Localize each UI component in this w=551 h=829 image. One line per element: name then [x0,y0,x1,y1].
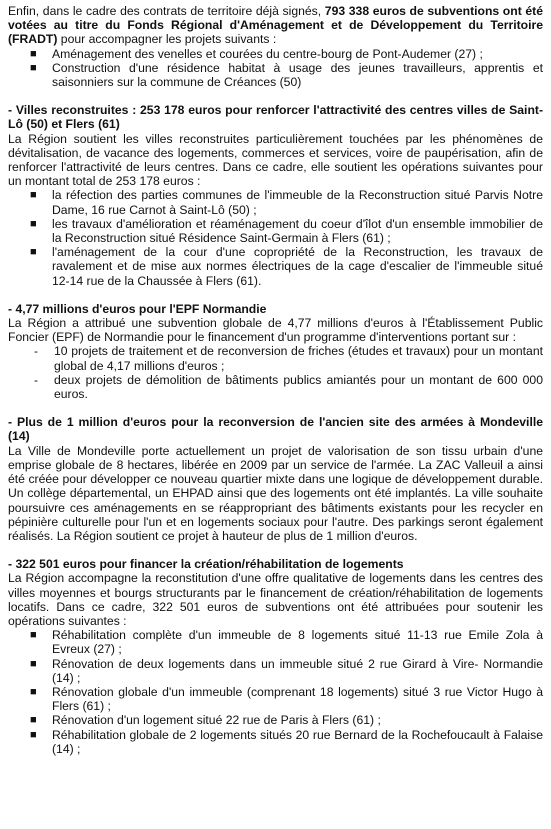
section-villes-reconstruites [8,103,543,288]
section-body: La Région soutient les villes reconstruites particulièrement touchées par les phénomènes de dévitalisation, de vacance des logements, commerces et services, voire de paupérisation, afin de renforcer l'attractivité de leurs centres. Dans ce cadre, elle soutient les opérations suivantes pour un montant total de 253 178 euros : [8,131,543,189]
list-item-text: 10 projets de traitement et de reconversion de friches (études et travaux) pour un montant global de 4,17 millions d'euros ; [54,344,543,373]
list-item-text: Rénovation globale d'un immeuble (comprenant 18 logements) situé 3 rue Victor Hugo à Flers (61) ; [52,684,543,714]
section-list [8,344,543,401]
list-item [8,47,543,61]
list-item [8,245,543,288]
square-bullet-icon: ■ [30,217,37,230]
section-body: La Région a attribué une subvention globale de 4,77 millions d'euros à l'Établissement Public Foncier (EPF) de Normandie pour le financement d'un programme d'interventions portant sur : [8,316,543,345]
list-item [8,61,543,89]
intro-text-c: pour accompagner les projets suivants : [57,32,277,47]
section-body: La Ville de Mondeville porte actuellement un projet de valorisation de son tissu urbain d'une emprise globale de 8 hectares, libérée en 2009 par un service de l'armée. La ZAC Valleuil a ainsi été créée pour développer ce nouveau quartier mixte dans une logique de développement durable. Un collège départemental, un EHPAD ainsi que des logements ont été implantés. La ville souhaite poursuivre ces aménagements en se réappropriant des bâtiments existants pour les recycler en pépinière culturelle pour l'un et en logements sociaux pour l'autre. Des parkings seront également réalisés. La Région soutient ce projet à hauteur de plus de 1 million d'euros. [8,443,543,543]
list-item-text: Rénovation d'un logement situé 22 rue de Paris à Flers (61) ; [52,713,381,728]
section-body: La Région accompagne la reconstitution d'une offre qualitative de logements dans les centres des villes moyennes et bourgs structurants par le financement de création/réhabilitation de logements locatifs. Dans ce cadre, 322 501 euros de subventions ont été attribuées pour soutenir les opérations suivantes : [8,571,543,628]
section-list [8,188,543,287]
section-heading: - 4,77 millions d'euros pour l'EPF Normandie [8,301,267,316]
list-item-text: deux projets de démolition de bâtiments publics amiantés pour un montant de 600 000 euros. [54,372,543,402]
list-item-text: Construction d'une résidence habitat à usage des jeunes travailleurs, apprentis et saisonniers sur la commune de Créances (50) [52,60,543,90]
list-item [8,628,543,656]
square-bullet-icon: ■ [30,61,37,74]
intro-paragraph [8,4,543,47]
list-item [8,713,543,727]
intro-text-bold: 793 338 euros de subventions ont été votées au titre du Fonds Régional d'Aménagement et de Développement du Territoire (FRADT) [8,4,544,47]
square-bullet-icon: ■ [30,246,37,259]
section-heading: - Plus de 1 million d'euros pour la reconversion de l'ancien site des armées à Mondeville (14) [8,415,543,444]
list-item-text: Réhabilitation complète d'un immeuble de 8 logements situé 11-13 rue Emile Zola à Evreux (27) ; [52,628,543,657]
square-bullet-icon: ■ [30,714,37,727]
list-item [8,217,543,245]
list-item [8,685,543,713]
square-bullet-icon: ■ [30,728,37,741]
intro-text-a: Enfin, dans le cadre des contrats de territoire déjà signés, [8,4,325,18]
list-item-text: l'aménagement de la cour d'une copropriété de la Reconstruction, les travaux de ravalement et de mise aux normes électriques de la cage d'escalier de l'immeuble situé 12-14 rue de la Chaussée à Flers (61). [52,245,543,288]
intro-list [8,47,543,90]
list-item-text: Réhabilitation globale de 2 logements situés 20 rue Bernard de la Rochefoucault à Falaise (14) ; [52,727,543,756]
section-logements [8,557,543,756]
dash-bullet-icon: - [34,372,38,387]
list-item [8,344,543,372]
section-mondeville [8,415,543,543]
square-bullet-icon: ■ [30,657,37,670]
square-bullet-icon: ■ [30,629,37,642]
list-item-text: Rénovation de deux logements dans un immeuble situé 2 rue Girard à Vire- Normandie (14) ; [52,656,543,685]
section-epf-normandie [8,302,543,401]
square-bullet-icon: ■ [30,685,37,698]
list-item-text: Aménagement des venelles et courées du centre-bourg de Pont-Audemer (27) ; [52,46,483,61]
section-heading: - Villes reconstruites : 253 178 euros pour renforcer l'attractivité des centres villes de Saint-Lô (50) et Flers (61) [8,103,543,132]
list-item-text: la réfection des parties communes de l'immeuble de la Reconstruction situé Parvis Notre Dame, 16 rue Carnot à Saint-Lô (50) ; [52,188,543,217]
square-bullet-icon: ■ [30,189,37,202]
list-item [8,188,543,216]
square-bullet-icon: ■ [30,47,37,60]
dash-bullet-icon: - [34,344,38,359]
list-item [8,373,543,401]
section-list [8,628,543,756]
list-item [8,728,543,756]
list-item [8,657,543,685]
list-item-text: les travaux d'amélioration et réaménagement du coeur d'îlot d'un ensemble immobilier de la Reconstruction situé Résidence Saint-Germain à Flers (61) ; [52,216,543,246]
intro-section [8,4,543,89]
section-heading: - 322 501 euros pour financer la création/réhabilitation de logements [8,557,404,572]
